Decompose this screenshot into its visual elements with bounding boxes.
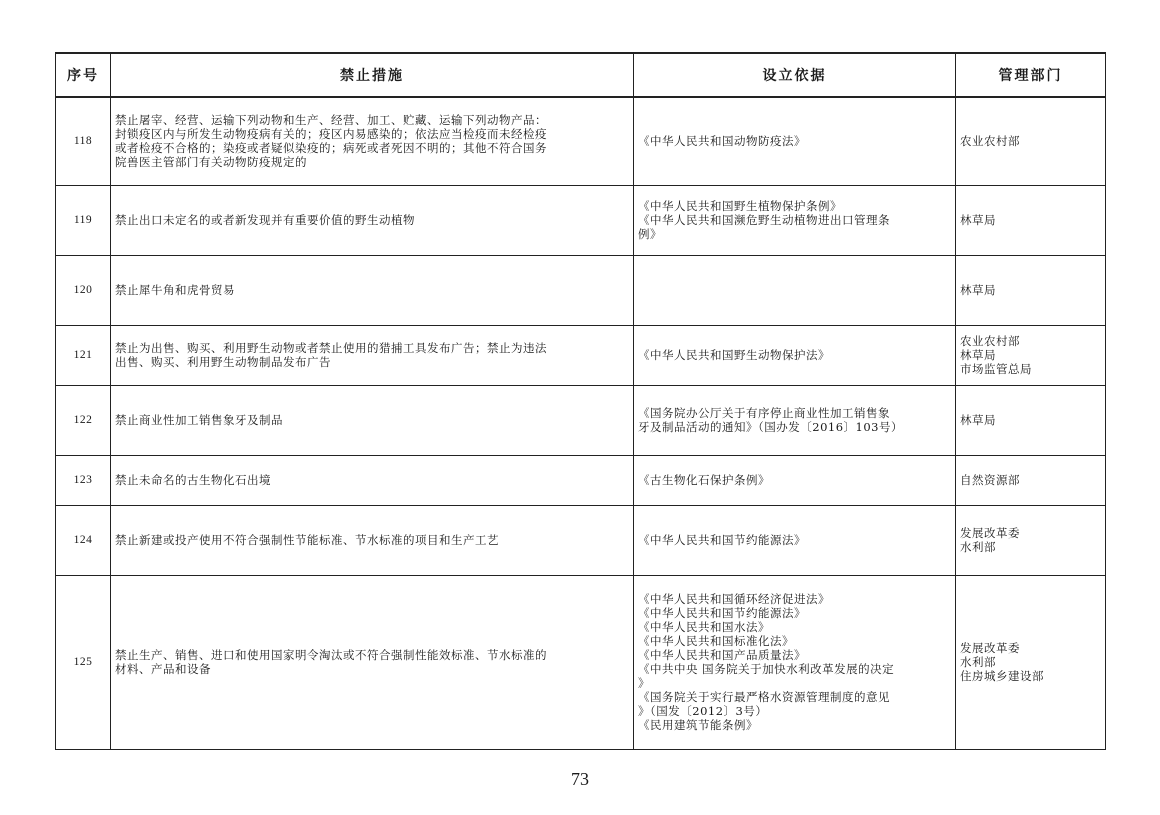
table-row bbox=[56, 185, 1106, 255]
dept-line: 水利部 bbox=[960, 655, 996, 669]
basis-line: 《国务院关于实行最严格水资源管理制度的意见 bbox=[638, 690, 890, 704]
dept-line: 林草局 bbox=[960, 413, 996, 427]
basis-line: 《中华人民共和国动物防疫法》 bbox=[638, 134, 806, 149]
table-row bbox=[56, 385, 1106, 455]
measure-line: 禁止犀牛角和虎骨贸易 bbox=[115, 283, 235, 297]
cell-basis bbox=[634, 185, 956, 255]
cell-seq: 124 bbox=[56, 505, 111, 575]
basis-line: 《中华人民共和国野生植物保护条例》 bbox=[638, 199, 842, 213]
basis-line: 《中华人民共和国节约能源法》 bbox=[638, 533, 806, 547]
basis-line: 《中华人民共和国节约能源法》 bbox=[638, 606, 806, 620]
header-dept: 管理部门 bbox=[956, 53, 1106, 97]
cell-measure bbox=[111, 385, 634, 455]
basis-line: 《国务院办公厅关于有序停止商业性加工销售象 bbox=[638, 406, 890, 420]
measure-line: 禁止屠宰、经营、运输下列动物和生产、经营、加工、贮藏、运输下列动物产品： bbox=[115, 113, 547, 128]
basis-line: 例》 bbox=[638, 227, 662, 241]
basis-line: 》（国发〔2012〕3号） bbox=[638, 704, 768, 718]
basis-line: 《民用建筑节能条例》 bbox=[638, 718, 758, 732]
measure-line: 封锁疫区内与所发生动物疫病有关的；疫区内易感染的；依法应当检疫而未经检疫 bbox=[115, 127, 547, 142]
dept-line: 市场监管总局 bbox=[960, 362, 1032, 376]
basis-line: 《古生物化石保护条例》 bbox=[638, 473, 770, 487]
dept-line: 发展改革委 bbox=[960, 526, 1020, 540]
basis-line: 《中华人民共和国循环经济促进法》 bbox=[638, 592, 830, 606]
table-body bbox=[56, 97, 1106, 749]
cell-basis bbox=[634, 97, 956, 185]
basis-line: 牙及制品活动的通知》（国办发〔2016〕103号） bbox=[638, 420, 903, 434]
measure-line: 出售、购买、利用野生动物制品发布广告 bbox=[115, 355, 331, 369]
cell-dept bbox=[956, 255, 1106, 325]
dept-line: 农业农村部 bbox=[960, 134, 1020, 149]
header-basis: 设立依据 bbox=[634, 53, 956, 97]
dept-line: 林草局 bbox=[960, 283, 996, 297]
cell-dept bbox=[956, 385, 1106, 455]
cell-dept bbox=[956, 455, 1106, 505]
cell-dept bbox=[956, 505, 1106, 575]
cell-basis bbox=[634, 325, 956, 385]
page-number: 73 bbox=[571, 769, 589, 789]
cell-basis bbox=[634, 505, 956, 575]
cell-dept bbox=[956, 185, 1106, 255]
cell-basis bbox=[634, 575, 956, 749]
cell-seq: 119 bbox=[56, 185, 111, 255]
basis-line: 》 bbox=[638, 676, 650, 690]
prohibition-measures-table bbox=[55, 52, 1106, 750]
dept-line: 发展改革委 bbox=[960, 641, 1020, 655]
cell-measure bbox=[111, 455, 634, 505]
measure-line: 禁止出口未定名的或者新发现并有重要价值的野生动植物 bbox=[115, 213, 415, 227]
table-row bbox=[56, 505, 1106, 575]
measure-line: 材料、产品和设备 bbox=[115, 662, 211, 676]
cell-seq: 122 bbox=[56, 385, 111, 455]
cell-dept bbox=[956, 97, 1106, 185]
dept-line: 水利部 bbox=[960, 540, 996, 554]
cell-seq: 121 bbox=[56, 325, 111, 385]
basis-line: 《中华人民共和国产品质量法》 bbox=[638, 648, 806, 662]
cell-basis bbox=[634, 255, 956, 325]
header-measure: 禁止措施 bbox=[111, 53, 634, 97]
measure-line: 禁止新建或投产使用不符合强制性节能标准、节水标准的项目和生产工艺 bbox=[115, 533, 499, 547]
cell-basis bbox=[634, 385, 956, 455]
basis-line: 《中共中央 国务院关于加快水利改革发展的决定 bbox=[638, 662, 895, 676]
table-row bbox=[56, 325, 1106, 385]
cell-measure bbox=[111, 97, 634, 185]
header-seq: 序号 bbox=[56, 53, 111, 97]
basis-line: 《中华人民共和国野生动物保护法》 bbox=[638, 348, 830, 362]
table-header-row bbox=[56, 53, 1106, 97]
measure-line: 禁止未命名的古生物化石出境 bbox=[115, 473, 271, 487]
dept-line: 自然资源部 bbox=[960, 473, 1020, 487]
cell-measure bbox=[111, 255, 634, 325]
dept-line: 农业农村部 bbox=[960, 334, 1020, 348]
cell-basis bbox=[634, 455, 956, 505]
dept-line: 住房城乡建设部 bbox=[960, 669, 1044, 683]
basis-line: 《中华人民共和国标准化法》 bbox=[638, 634, 794, 648]
table-row bbox=[56, 575, 1106, 749]
basis-line: 《中华人民共和国水法》 bbox=[638, 620, 770, 634]
cell-seq: 120 bbox=[56, 255, 111, 325]
table-row bbox=[56, 455, 1106, 505]
table-row bbox=[56, 97, 1106, 185]
measure-line: 禁止生产、销售、进口和使用国家明令淘汰或不符合强制性能效标准、节水标准的 bbox=[115, 648, 547, 662]
cell-measure bbox=[111, 185, 634, 255]
cell-measure bbox=[111, 575, 634, 749]
table-row bbox=[56, 255, 1106, 325]
cell-dept bbox=[956, 575, 1106, 749]
dept-line: 林草局 bbox=[960, 348, 996, 362]
measure-line: 禁止商业性加工销售象牙及制品 bbox=[115, 413, 283, 427]
measure-line: 院兽医主管部门有关动物防疫规定的 bbox=[115, 155, 307, 170]
measure-line: 或者检疫不合格的；染疫或者疑似染疫的；病死或者死因不明的；其他不符合国务 bbox=[115, 141, 547, 156]
cell-seq: 125 bbox=[56, 575, 111, 749]
cell-measure bbox=[111, 505, 634, 575]
cell-seq: 123 bbox=[56, 455, 111, 505]
cell-measure bbox=[111, 325, 634, 385]
dept-line: 林草局 bbox=[960, 213, 996, 227]
basis-line: 《中华人民共和国濒危野生动植物进出口管理条 bbox=[638, 213, 890, 227]
cell-seq: 118 bbox=[56, 97, 111, 185]
cell-dept bbox=[956, 325, 1106, 385]
measure-line: 禁止为出售、购买、利用野生动物或者禁止使用的猎捕工具发布广告；禁止为违法 bbox=[115, 341, 547, 355]
